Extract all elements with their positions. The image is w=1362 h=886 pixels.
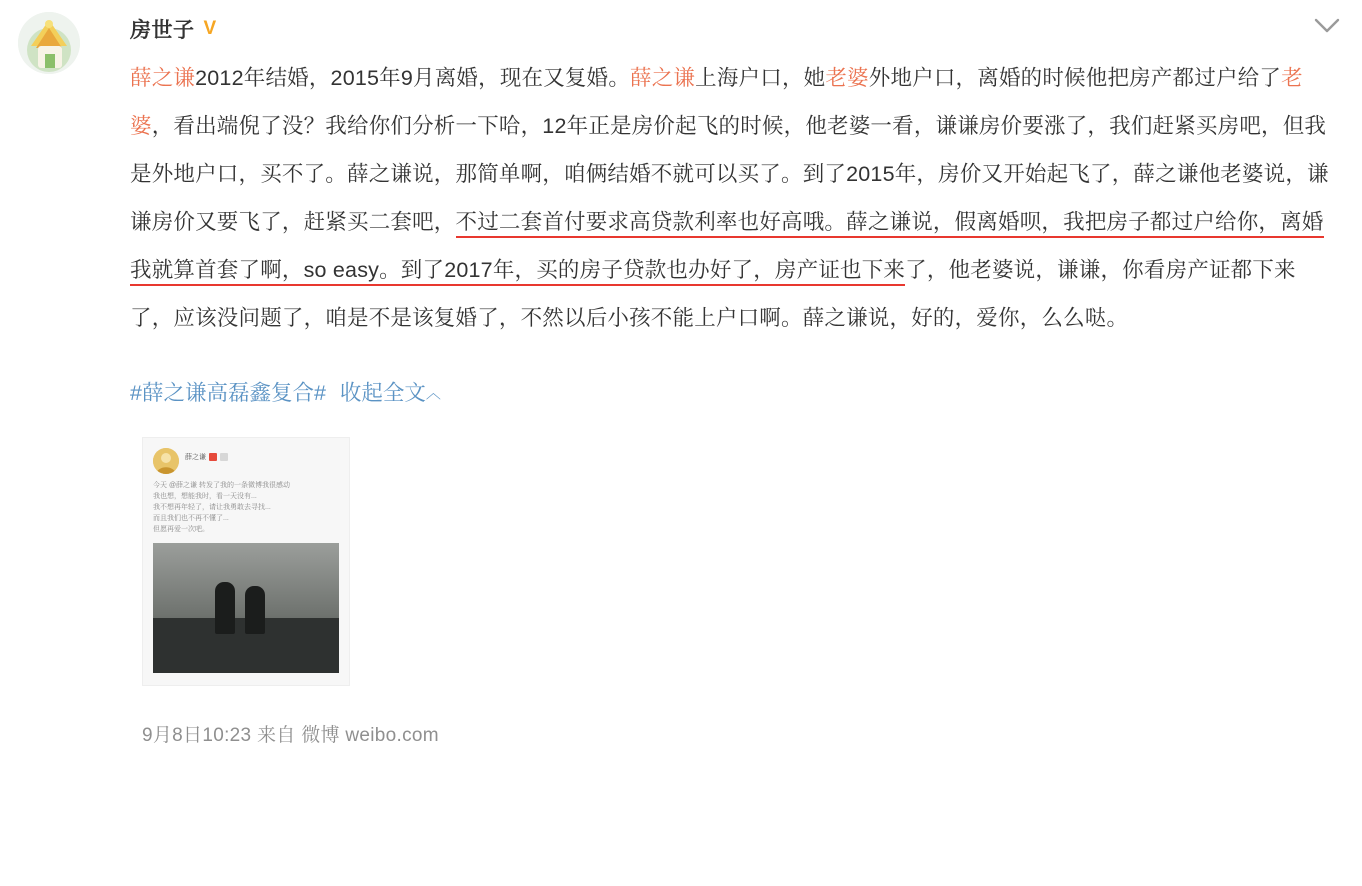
post-text-segment: ，看出端倪了没？我给你们分析一下哈，12年正是房价起飞的时候，他老婆一看，谦谦房价要涨了，我们赶紧买房吧，但我是外地户口，买不了。薛之谦说，那简单啊，咱俩结婚不就可以买了。到了2015年，房价又开始起飞了，薛之谦他老婆说，谦谦房价又要飞了，赶紧买二套吧， — [130, 114, 1329, 234]
source-prefix: 来自 — [256, 725, 296, 746]
post-text-segment: 不过二套首付要求高贷款利率也好高哦。薛之谦说，假离婚呗，我把房子都过户给你，离婚我就算首套了啊，so easy。到了2017年，买的房子贷款也办好了，房产证也下来 — [130, 210, 1324, 286]
image-figure — [245, 586, 265, 634]
quoted-post-image[interactable] — [153, 543, 339, 673]
quoted-post-header — [153, 448, 339, 474]
post-text-segment: 外地户口，离婚的时候他把房产都过户给了 — [868, 66, 1282, 90]
post-text — [130, 54, 1332, 342]
post-timestamp: 9月8日10:23 — [142, 725, 252, 746]
quoted-post-line: 我也想，想能我时，看一天没有... — [153, 493, 257, 500]
post-tags — [130, 378, 1332, 411]
quoted-post-line: 我不想再年轻了，请让我勇敢去寻找... — [153, 504, 271, 511]
verified-badge-icon: V — [203, 17, 217, 39]
topic-link[interactable]: #薛之谦高磊鑫复合# — [130, 381, 326, 405]
avatar[interactable] — [18, 12, 80, 74]
caret-up-icon: ︿ — [425, 385, 441, 402]
post-text-segment[interactable]: 薛之谦 — [130, 66, 196, 90]
collapse-text-link[interactable] — [340, 381, 441, 405]
post-text-segment: 2012年结婚，2015年9月离婚，现在又复婚。 — [195, 66, 631, 90]
post-source[interactable]: 微博 weibo.com — [301, 725, 439, 746]
author-line — [130, 14, 1332, 44]
post-text-segment[interactable]: 薛之谦 — [630, 66, 696, 90]
post-text-segment: 了，他老婆说，谦谦，你看房产证都下来了，应该没问题了，咱是不是该复婚了，不然以后小孩不能上户口啊。薛之谦说，好的，爱你，么么哒。 — [130, 258, 1296, 330]
quoted-post-line: 今天 @薛之谦 转发了我的一条微博我很感动 — [153, 482, 290, 489]
quoted-post-line: 而且我们也不再不懂了... — [153, 515, 229, 522]
verified-badge-icon — [209, 453, 217, 461]
chevron-down-icon[interactable] — [1310, 10, 1344, 40]
post-text-segment[interactable]: 老婆 — [825, 66, 869, 90]
quoted-post-text — [153, 480, 339, 535]
quoted-name-row — [185, 448, 228, 462]
member-badge-icon — [220, 453, 228, 461]
collapse-text-label: 收起全文 — [339, 381, 426, 405]
quoted-post-line: 但愿再爱一次吧。 — [153, 526, 209, 533]
author-name[interactable]: 房世子 — [130, 19, 195, 42]
post-text-segment[interactable]: 老婆 — [130, 66, 1303, 138]
quoted-author-name: 薛之谦 — [185, 454, 206, 461]
post-meta — [142, 720, 1332, 747]
quoted-avatar[interactable] — [153, 448, 179, 474]
image-figure — [215, 582, 235, 634]
post-content — [130, 10, 1332, 747]
post-text-segment: 上海户口，她 — [695, 66, 826, 90]
quoted-post-card[interactable] — [142, 437, 350, 686]
